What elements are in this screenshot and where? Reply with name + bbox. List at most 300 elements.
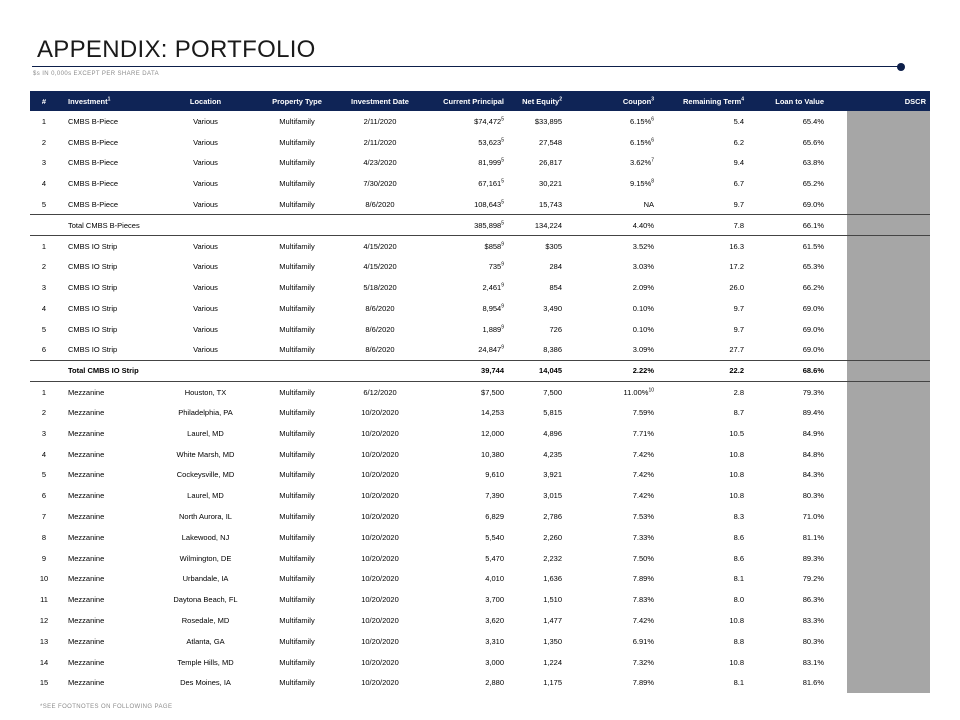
dscr-cell (828, 173, 930, 194)
investment-cell: Mezzanine (68, 553, 105, 563)
row-number: 10 (39, 574, 49, 584)
row-number: 12 (39, 616, 49, 626)
net-equity-cell: 3,015 (543, 491, 562, 501)
investment-date-cell: 2/11/2020 (363, 137, 397, 147)
ltv-cell: 65.2% (802, 179, 824, 189)
remaining-term-cell: 9.4 (733, 158, 744, 168)
row-number: 8 (41, 532, 47, 542)
current-principal-cell: 7,390 (485, 491, 504, 501)
ltv-cell: 84.9% (802, 428, 824, 438)
net-equity-cell: 284 (549, 262, 562, 272)
table-row (30, 298, 930, 319)
remaining-term-cell: 6.7 (733, 179, 744, 189)
ltv-cell: 65.4% (802, 116, 824, 126)
location-cell: Various (193, 158, 218, 168)
investment-date-cell (336, 361, 424, 382)
table-row (30, 319, 930, 340)
dscr-cell (828, 132, 930, 153)
location-cell: North Aurora, IL (179, 512, 232, 522)
current-principal-cell: $\$858^9$ (424, 236, 508, 257)
remaining-term-cell: 10.5 (729, 428, 744, 438)
remaining-term-cell: 8.1 (733, 574, 744, 584)
coupon-cell: 3.03% (632, 262, 654, 272)
remaining-term-cell: 9.7 (733, 199, 744, 209)
coupon-cell: 0.10% (632, 324, 654, 334)
investment-cell: Total CMBS B-Pieces (58, 215, 153, 236)
property-type-cell: Multifamily (279, 262, 315, 272)
remaining-term-cell: 27.7 (729, 345, 744, 355)
net-equity-cell: 27,548 (539, 137, 562, 147)
investment-date-cell: 2/11/2020 (363, 116, 397, 126)
dscr-cell (828, 215, 930, 236)
net-equity-cell: 7,500 (508, 381, 566, 402)
investment-cell: Mezzanine (68, 532, 105, 542)
coupon-cell: 7.83% (632, 595, 654, 605)
remaining-term-cell: 10.8 (729, 657, 744, 667)
investment-date-cell: 10/20/2020 (361, 595, 399, 605)
row-number: 2 (41, 262, 47, 272)
ltv-cell: 81.1% (802, 532, 824, 542)
property-type-cell: Multifamily (279, 158, 315, 168)
location-cell: Laurel, MD (187, 491, 224, 501)
investment-cell: Mezzanine (68, 657, 105, 667)
table-row (30, 361, 930, 382)
table-row (30, 652, 930, 673)
dscr-cell (828, 402, 930, 423)
investment-cell: Mezzanine (68, 574, 105, 584)
current-principal-cell: 3,310 (485, 636, 504, 646)
row-number: 13 (39, 636, 49, 646)
investment-cell: Mezzanine (68, 428, 105, 438)
dscr-cell (828, 111, 930, 132)
col-header-property-type: Property Type (272, 96, 322, 106)
coupon-cell: 7.53% (632, 512, 654, 522)
table-row (30, 132, 930, 153)
ltv-cell: 79.3% (748, 381, 828, 402)
dscr-cell (828, 673, 930, 694)
net-equity-cell: 1,224 (543, 657, 562, 667)
property-type-cell: Multifamily (279, 553, 315, 563)
table-row (30, 340, 930, 361)
investment-date-cell: 10/20/2020 (361, 657, 399, 667)
current-principal-cell: 3,700 (485, 595, 504, 605)
coupon-cell: 6.15%$^6$ (629, 116, 654, 126)
ltv-cell: 69.0% (802, 324, 824, 334)
coupon-cell: 9.15%$^8$ (629, 178, 654, 189)
investment-date-cell: 8/6/2020 (365, 199, 395, 209)
location-cell: White Marsh, MD (176, 449, 235, 459)
ltv-cell: 69.0% (802, 345, 824, 355)
location-cell: Various (193, 304, 218, 314)
investment-date-cell: 10/20/2020 (361, 574, 399, 584)
net-equity-cell: 2,232 (543, 553, 562, 563)
ltv-cell: 65.3% (802, 262, 824, 272)
table-row (30, 173, 930, 194)
investment-cell: CMBS IO Strip (68, 262, 118, 272)
investment-cell: Mezzanine (68, 408, 105, 418)
ltv-cell: 80.3% (802, 636, 824, 646)
location-cell: Rosedale, MD (181, 616, 230, 626)
investment-cell: Mezzanine (68, 512, 105, 522)
ltv-cell: 86.3% (802, 595, 824, 605)
investment-date-cell (336, 215, 424, 236)
ltv-cell: 81.6% (802, 678, 824, 688)
remaining-term-cell: 8.6 (733, 553, 744, 563)
location-cell: Various (193, 345, 218, 355)
current-principal-cell: 67,161$^5$ (478, 178, 504, 189)
current-principal-cell: 5,470 (485, 553, 504, 563)
investment-cell: Mezzanine (68, 636, 105, 646)
property-type-cell (258, 215, 336, 236)
investment-date-cell: 10/20/2020 (361, 636, 399, 646)
location-cell: Various (193, 262, 218, 272)
coupon-cell: 3.52% (566, 236, 658, 257)
current-principal-cell: 2,880 (485, 678, 504, 688)
current-principal-cell: $74,472$^5$ (474, 116, 504, 126)
investment-date-cell: 10/20/2020 (361, 553, 399, 563)
net-equity-cell: 2,786 (543, 512, 562, 522)
coupon-cell: 3.09% (632, 345, 654, 355)
investment-cell: CMBS B-Piece (68, 137, 119, 147)
table-row (30, 277, 930, 298)
investment-date-cell: 8/6/2020 (365, 304, 395, 314)
investment-cell: CMBS IO Strip (68, 324, 118, 334)
ltv-cell: 89.4% (802, 408, 824, 418)
location-cell: Temple Hills, MD (177, 657, 234, 667)
ltv-cell: 84.8% (802, 449, 824, 459)
coupon-cell: 7.42% (632, 491, 654, 501)
dscr-cell (828, 589, 930, 610)
property-type-cell: Multifamily (279, 616, 315, 626)
net-equity-cell: 5,815 (543, 408, 562, 418)
ltv-cell: 69.0% (802, 304, 824, 314)
remaining-term-cell: 10.8 (729, 491, 744, 501)
property-type-cell: Multifamily (279, 678, 315, 688)
ltv-cell: 69.0% (802, 199, 824, 209)
title-divider (32, 66, 900, 67)
property-type-cell: Multifamily (279, 137, 315, 147)
current-principal-cell: 3,620 (485, 616, 504, 626)
location-cell: Houston, TX (153, 381, 258, 402)
location-cell: Atlanta, GA (186, 636, 225, 646)
table-row (30, 381, 930, 402)
investment-date-cell: 10/20/2020 (361, 678, 399, 688)
property-type-cell: Multifamily (279, 345, 315, 355)
table-row (30, 610, 930, 631)
table-row (30, 423, 930, 444)
investment-cell: Mezzanine (68, 470, 105, 480)
investment-cell: Mezzanine (68, 449, 105, 459)
dscr-cell (828, 236, 930, 257)
col-header-current-principal: Current Principal (443, 96, 504, 106)
investment-date-cell: 8/6/2020 (365, 345, 395, 355)
row-number: 3 (41, 428, 47, 438)
row-number: 1 (30, 381, 58, 402)
ltv-cell: 66.1% (748, 215, 828, 236)
property-type-cell: Multifamily (279, 324, 315, 334)
coupon-cell: 2.22% (566, 361, 658, 382)
current-principal-cell: 10,380 (481, 449, 504, 459)
remaining-term-cell: 8.1 (733, 678, 744, 688)
net-equity-cell: 4,896 (543, 428, 562, 438)
net-equity-cell: 1,510 (543, 595, 562, 605)
net-equity-cell: 854 (549, 283, 562, 293)
property-type-cell: Multifamily (279, 428, 315, 438)
ltv-cell: 68.6% (748, 361, 828, 382)
investment-cell: CMBS B-Piece (68, 199, 119, 209)
divider-dot (897, 63, 905, 71)
dscr-cell (828, 465, 930, 486)
current-principal-cell: 2,461$^9$ (482, 282, 504, 293)
investment-date-cell: 10/20/2020 (361, 428, 399, 438)
investment-cell: CMBS IO Strip (68, 304, 118, 314)
table-row (30, 194, 930, 215)
remaining-term-cell: 8.6 (733, 532, 744, 542)
investment-date-cell: 10/20/2020 (361, 449, 399, 459)
row-number: 5 (41, 199, 47, 209)
table-row (30, 589, 930, 610)
property-type-cell: Multifamily (279, 491, 315, 501)
investment-date-cell: 10/20/2020 (361, 512, 399, 522)
remaining-term-cell: 9.7 (733, 324, 744, 334)
row-number: 2 (41, 408, 47, 418)
table-row (30, 444, 930, 465)
net-equity-cell: 14,045 (508, 361, 566, 382)
remaining-term-cell: 16.3 (658, 236, 748, 257)
row-number: 15 (39, 678, 49, 688)
current-principal-cell: 5,540 (485, 532, 504, 542)
coupon-cell: 11.00%$^{10}$ (566, 381, 658, 402)
location-cell: Des Moines, IA (180, 678, 231, 688)
col-header-investment-date: Investment Date (351, 96, 409, 106)
dscr-cell (828, 569, 930, 590)
table-row (30, 215, 930, 236)
table-row (30, 506, 930, 527)
remaining-term-cell: 7.8 (658, 215, 748, 236)
footnote: *SEE FOOTNOTES ON FOLLOWING PAGE (40, 704, 173, 710)
investment-date-cell: 10/20/2020 (361, 532, 399, 542)
location-cell: Various (193, 199, 218, 209)
remaining-term-cell: 10.8 (729, 449, 744, 459)
property-type-cell: Multifamily (279, 532, 315, 542)
dscr-cell (828, 298, 930, 319)
property-type-cell: Multifamily (258, 236, 336, 257)
units-note: $s IN 0,000s EXCEPT PER SHARE DATA (33, 71, 159, 77)
ltv-cell: 80.3% (802, 491, 824, 501)
investment-date-cell: 10/20/2020 (361, 491, 399, 501)
coupon-cell: 7.59% (632, 408, 654, 418)
investment-date-cell: 7/30/2020 (363, 179, 397, 189)
current-principal-cell: 4,010 (485, 574, 504, 584)
current-principal-cell: 24,847$^9$ (478, 344, 504, 355)
property-type-cell: Multifamily (279, 116, 315, 126)
location-cell: Various (153, 236, 258, 257)
remaining-term-cell: 26.0 (729, 283, 744, 293)
net-equity-cell: 8,386 (543, 345, 562, 355)
current-principal-cell: 81,999$^5$ (478, 157, 504, 168)
col-header-ltv: Loan to Value (775, 96, 824, 106)
property-type-cell: Multifamily (279, 574, 315, 584)
table-row (30, 631, 930, 652)
net-equity-cell: 15,743 (539, 199, 562, 209)
row-number: 5 (41, 470, 47, 480)
coupon-cell: 7.42% (632, 449, 654, 459)
investment-date-cell: 6/12/2020 (336, 381, 424, 402)
row-number: 6 (41, 491, 47, 501)
investment-date-cell: 10/20/2020 (361, 408, 399, 418)
ltv-cell: 66.2% (802, 283, 824, 293)
table-row (30, 111, 930, 132)
coupon-cell: 7.42% (632, 616, 654, 626)
table-row (30, 485, 930, 506)
dscr-cell (828, 652, 930, 673)
net-equity-cell: 4,235 (543, 449, 562, 459)
coupon-cell: 0.10% (632, 304, 654, 314)
investment-cell: CMBS B-Piece (68, 179, 119, 189)
investment-cell: Mezzanine (68, 595, 105, 605)
location-cell: Daytona Beach, FL (173, 595, 238, 605)
dscr-cell (828, 340, 930, 361)
coupon-cell: 6.91% (632, 636, 654, 646)
property-type-cell: Multifamily (279, 179, 315, 189)
coupon-cell: 7.42% (632, 470, 654, 480)
row-number: 7 (41, 512, 47, 522)
dscr-cell (828, 423, 930, 444)
table-row (30, 569, 930, 590)
current-principal-cell: $735^9$ (488, 261, 504, 272)
remaining-term-cell: 17.2 (729, 262, 744, 272)
net-equity-cell: 1,175 (543, 678, 562, 688)
investment-date-cell: 8/6/2020 (365, 324, 395, 334)
current-principal-cell: 3,000 (485, 657, 504, 667)
net-equity-cell: 726 (549, 324, 562, 334)
investment-cell: Mezzanine (68, 616, 105, 626)
portfolio-table (30, 91, 930, 693)
net-equity-cell: 1,477 (543, 616, 562, 626)
property-type-cell: Multifamily (279, 283, 315, 293)
net-equity-cell: 2,260 (543, 532, 562, 542)
net-equity-cell: 26,817 (539, 158, 562, 168)
current-principal-cell: $7,500 (424, 381, 508, 402)
investment-date-cell: 4/15/2020 (363, 262, 397, 272)
current-principal-cell: 108,643$^5$ (474, 199, 504, 209)
property-type-cell: Multifamily (279, 470, 315, 480)
col-header-investment: Investment$^1$ (68, 96, 111, 106)
dscr-cell (828, 153, 930, 174)
coupon-cell: NA (643, 199, 654, 209)
dscr-cell (828, 485, 930, 506)
remaining-term-cell: 8.0 (733, 595, 744, 605)
row-number: 4 (41, 449, 47, 459)
coupon-cell: 7.33% (632, 532, 654, 542)
table-row (30, 465, 930, 486)
coupon-cell: 2.09% (632, 283, 654, 293)
col-header-coupon: Coupon$^3$ (622, 96, 654, 106)
remaining-term-cell: 6.2 (733, 137, 744, 147)
net-equity-cell: 30,221 (539, 179, 562, 189)
table-row (30, 527, 930, 548)
location-cell (153, 215, 258, 236)
coupon-cell: 7.50% (632, 553, 654, 563)
current-principal-cell: 14,253 (481, 408, 504, 418)
row-number: 3 (41, 283, 47, 293)
property-type-cell: Multifamily (279, 657, 315, 667)
property-type-cell (258, 361, 336, 382)
dscr-cell (828, 319, 930, 340)
dscr-cell (828, 381, 930, 402)
net-equity-cell: 3,490 (543, 304, 562, 314)
property-type-cell: Multifamily (279, 512, 315, 522)
coupon-cell: 7.89% (632, 574, 654, 584)
row-number (30, 361, 58, 382)
remaining-term-cell: 8.8 (733, 636, 744, 646)
table-row (30, 236, 930, 257)
remaining-term-cell: 22.2 (658, 361, 748, 382)
current-principal-cell: 12,000 (481, 428, 504, 438)
ltv-cell: 71.0% (802, 512, 824, 522)
location-cell: Wilmington, DE (179, 553, 232, 563)
row-number (30, 215, 58, 236)
row-number: 3 (41, 158, 47, 168)
location-cell: Urbandale, IA (182, 574, 229, 584)
ltv-cell: 89.3% (802, 553, 824, 563)
location-cell: Cockeysville, MD (176, 470, 235, 480)
col-header-num: # (41, 96, 47, 106)
page-title: APPENDIX: PORTFOLIO (37, 36, 316, 63)
remaining-term-cell: 8.7 (733, 408, 744, 418)
investment-cell: CMBS IO Strip (68, 283, 118, 293)
row-number: 14 (39, 657, 49, 667)
remaining-term-cell: 8.3 (733, 512, 744, 522)
coupon-cell: 3.62%$^7$ (629, 157, 654, 168)
current-principal-cell: 385,898$^5$ (424, 215, 508, 236)
row-number: 11 (40, 595, 48, 605)
property-type-cell: Multifamily (279, 449, 315, 459)
investment-cell: CMBS IO Strip (68, 345, 118, 355)
dscr-cell (828, 631, 930, 652)
investment-date-cell: 5/18/2020 (363, 283, 397, 293)
table-row (30, 402, 930, 423)
row-number: 4 (41, 304, 47, 314)
ltv-cell: 84.3% (802, 470, 824, 480)
investment-date-cell: 4/15/2020 (336, 236, 424, 257)
net-equity-cell: 1,350 (543, 636, 562, 646)
current-principal-cell: 6,829 (485, 512, 504, 522)
ltv-cell: 63.8% (802, 158, 824, 168)
location-cell (153, 361, 258, 382)
col-header-remaining-term: Remaining Term$^4$ (683, 96, 744, 106)
location-cell: Lakewood, NJ (181, 532, 230, 542)
dscr-cell (828, 527, 930, 548)
investment-date-cell: 10/20/2020 (361, 616, 399, 626)
coupon-cell: 7.71% (632, 428, 654, 438)
coupon-cell: 7.32% (632, 657, 654, 667)
ltv-cell: 83.3% (802, 616, 824, 626)
row-number: 6 (41, 345, 47, 355)
property-type-cell: Multifamily (258, 381, 336, 402)
investment-cell: Mezzanine (68, 491, 105, 501)
col-header-location: Location (189, 96, 222, 106)
coupon-cell: 7.89% (632, 678, 654, 688)
row-number: 2 (41, 137, 47, 147)
dscr-cell (828, 548, 930, 569)
coupon-cell: 6.15%$^6$ (629, 137, 654, 147)
col-header-dscr: DSCR (904, 96, 926, 106)
table-header-row (30, 91, 930, 111)
dscr-cell (828, 610, 930, 631)
net-equity-cell: $305 (508, 236, 566, 257)
remaining-term-cell: 5.4 (733, 116, 744, 126)
